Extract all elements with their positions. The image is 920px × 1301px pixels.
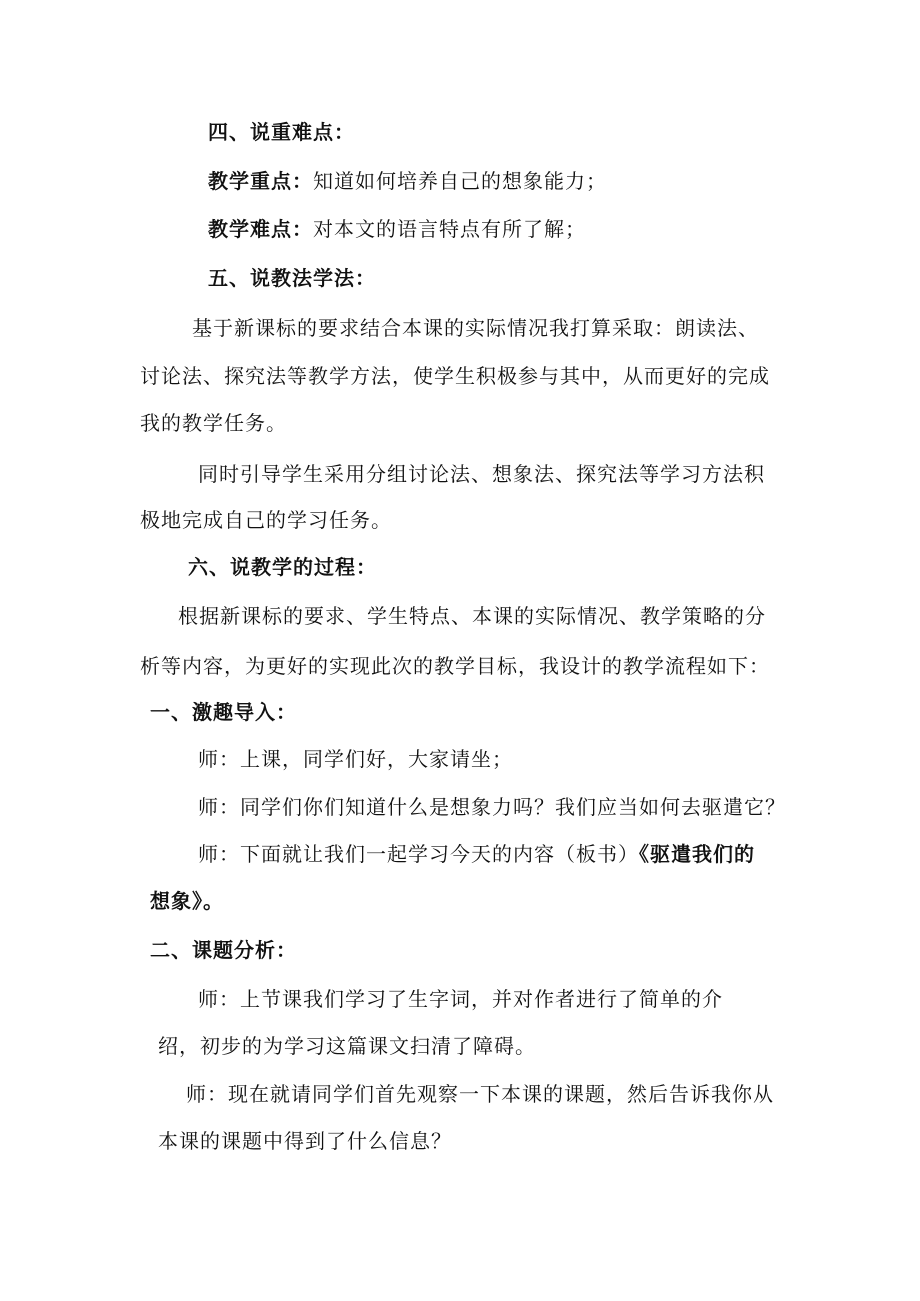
section-4-heading: 四、说重难点：: [208, 120, 355, 144]
paragraph-line: 讨论法、探究法等教学方法，使学生积极参与其中，从而更好的完成: [140, 364, 770, 388]
key-point-line: [208, 167, 607, 195]
dialogue-line: 师：上节课我们学习了生字词，并对作者进行了简单的介: [198, 987, 723, 1011]
lesson-title: 《驱遣我们的: [639, 842, 755, 866]
paragraph-line: 同时引导学生采用分组讨论法、想象法、探究法等学习方法积: [198, 462, 765, 486]
dialogue-text: 师：下面就让我们一起学习今天的内容（板书）: [198, 842, 639, 866]
paragraph-line: 极地完成自己的学习任务。: [140, 508, 392, 532]
dialogue-line: [198, 840, 755, 868]
difficulty-line: [208, 215, 586, 243]
dialogue-line: 师：同学们你们知道什么是想象力吗？我们应当如何去驱遣它？: [198, 795, 786, 819]
lesson-title-continued: 想象》。: [150, 889, 224, 913]
difficulty-text: 对本文的语言特点有所了解；: [313, 217, 586, 241]
dialogue-line: 师：上课，同学们好，大家请坐；: [198, 747, 513, 771]
key-point-label: 教学重点：: [208, 169, 313, 193]
dialogue-line: 本课的课题中得到了什么信息？: [158, 1129, 452, 1153]
paragraph-line: 根据新课标的要求、学生特点、本课的实际情况、教学策略的分: [178, 604, 766, 628]
paragraph-line: 基于新课标的要求结合本课的实际情况我打算采取：朗读法、: [192, 316, 759, 340]
key-point-text: 知道如何培养自己的想象能力；: [313, 169, 607, 193]
paragraph-line: 我的教学任务。: [140, 411, 287, 435]
paragraph-line: 析等内容，为更好的实现此次的教学目标，我设计的教学流程如下：: [140, 654, 770, 678]
step-2-heading: 二、课题分析：: [150, 938, 297, 962]
difficulty-label: 教学难点：: [208, 217, 313, 241]
section-5-heading: 五、说教法学法：: [208, 266, 376, 290]
step-1-heading: 一、激趣导入：: [150, 700, 297, 724]
dialogue-line: 师：现在就请同学们首先观察一下本课的课题，然后告诉我你从: [186, 1082, 774, 1106]
dialogue-line: 绍，初步的为学习这篇课文扫清了障碍。: [158, 1034, 536, 1058]
section-6-heading: 六、说教学的过程：: [188, 555, 377, 579]
